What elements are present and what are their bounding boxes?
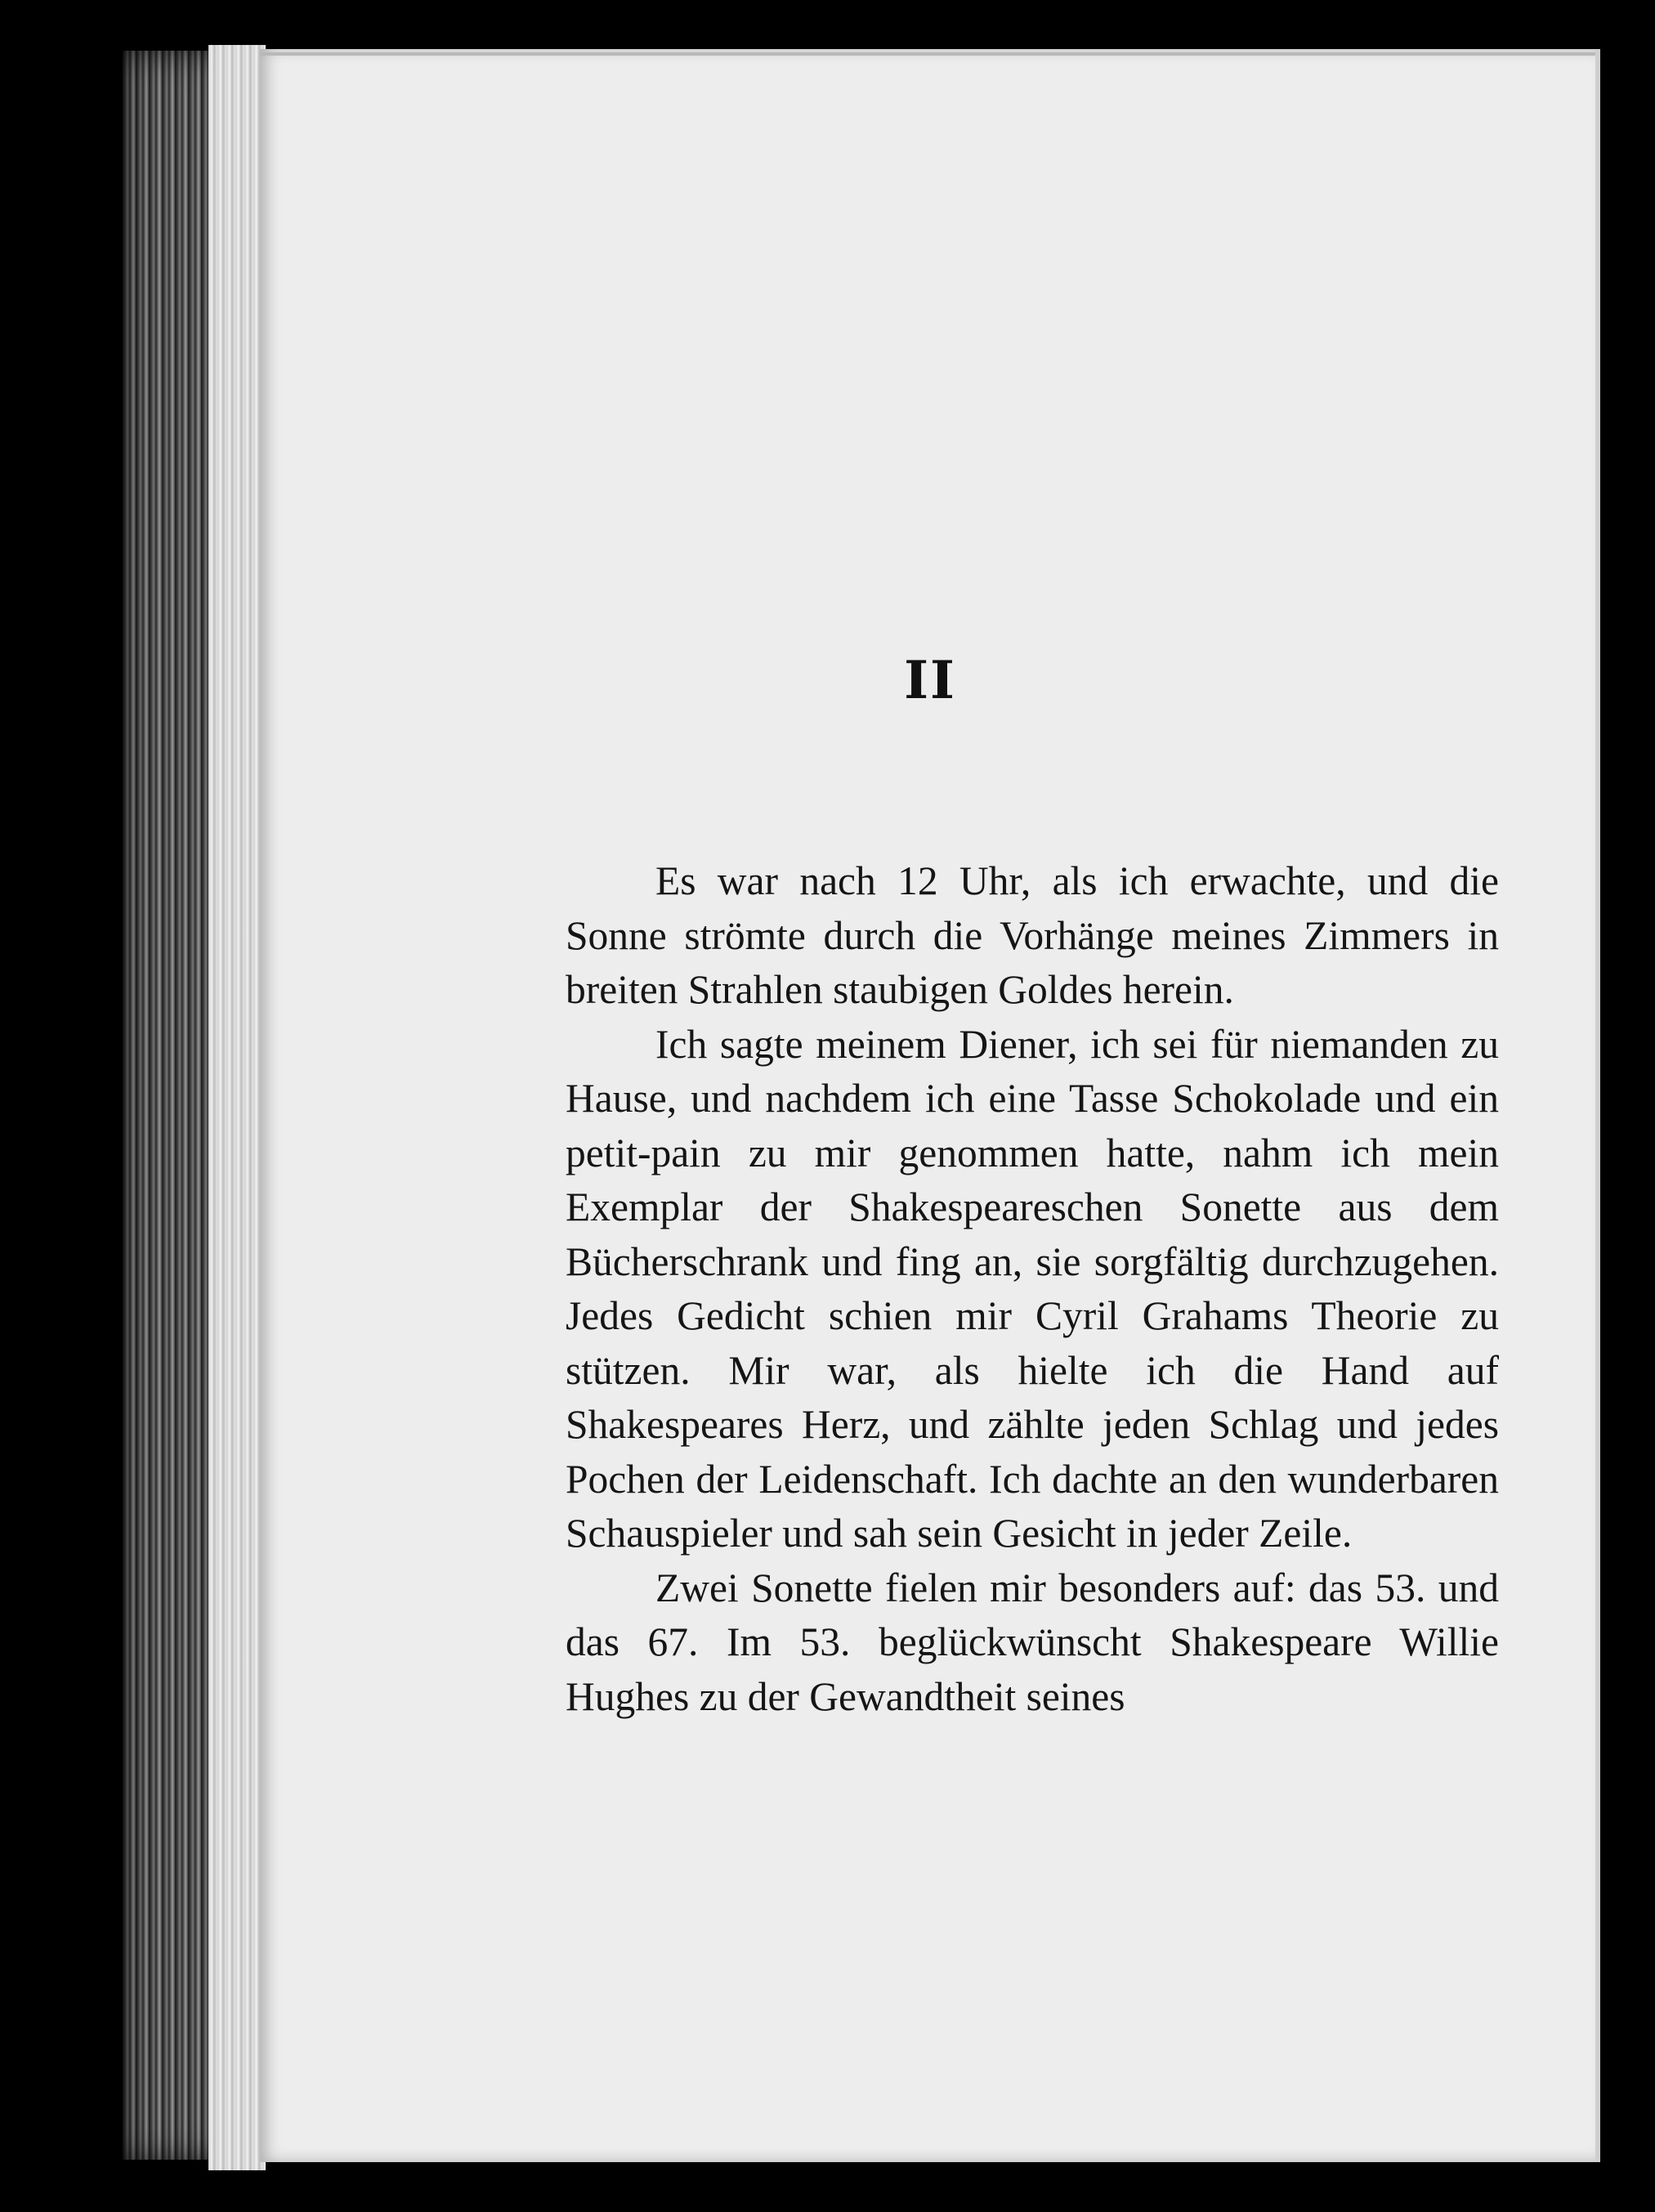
page-right-edge xyxy=(1595,49,1600,2162)
book-page-edges-highlight xyxy=(208,45,266,2170)
paragraph-1: Es war nach 12 Uhr, als ich erwachte, und die Sonne strömte durch die Vorhänge meines Zimmers in breiten Strahlen staubigen Goldes herein. xyxy=(566,858,1499,1012)
page-top-edge xyxy=(260,52,1600,56)
paragraph-2: Ich sagte meinem Diener, ich sei für niemanden zu Hause, und nachdem ich eine Tasse Schokolade und ein petit-pain zu mir genommen hatte, nahm ich mein Exemplar der Shakespeareschen Sonette aus dem Bücherschrank und fing an, sie sorgfältig durchzugehen. Jedes Gedicht schien mir Cyril Grahams Theorie zu stützen. Mir war, als hielte ich die Hand auf Shakespeares Herz, und zählte jeden Schlag und jedes Pochen der Leidenschaft. Ich dachte an den wunderbaren Schauspieler und sah sein Gesicht in jeder Zeile. xyxy=(566,1021,1499,1556)
body-text xyxy=(566,854,1499,1724)
paragraph-3: Zwei Sonette fielen mir besonders auf: das 53. und das 67. Im 53. beglückwünscht Shakespeare Willie Hughes zu der Gewandtheit seines xyxy=(566,1565,1499,1719)
book-page xyxy=(260,49,1600,2162)
chapter-number: II xyxy=(904,650,956,711)
